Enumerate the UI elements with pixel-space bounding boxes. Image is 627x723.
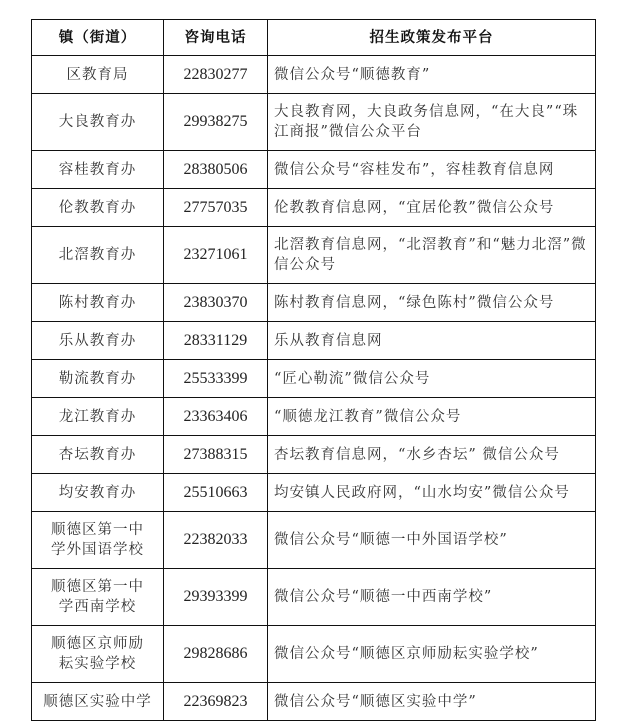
platform-cell: 均安镇人民政府网，“山水均安”微信公众号	[268, 474, 596, 512]
table-row	[32, 436, 596, 474]
phone-cell: 29393399	[164, 569, 268, 626]
phone-cell: 28380506	[164, 151, 268, 189]
phone-cell: 27757035	[164, 189, 268, 227]
platform-cell: 大良教育网，大良政务信息网，“在大良”“珠江商报”微信公众平台	[268, 94, 596, 151]
town-cell: 伦教教育办	[32, 189, 164, 227]
platform-cell: 微信公众号“顺德区实验中学”	[268, 683, 596, 721]
town-cell: 容桂教育办	[32, 151, 164, 189]
platform-cell: 微信公众号“顺德教育”	[268, 56, 596, 94]
platform-cell: 乐从教育信息网	[268, 322, 596, 360]
table-row	[32, 94, 596, 151]
platform-cell: 微信公众号“顺德一中外国语学校”	[268, 512, 596, 569]
town-cell: 北滘教育办	[32, 227, 164, 284]
table-row	[32, 322, 596, 360]
town-cell: 顺德区实验中学	[32, 683, 164, 721]
enrollment-contact-table	[31, 19, 596, 721]
platform-cell: 陈村教育信息网，“绿色陈村”微信公众号	[268, 284, 596, 322]
table-row	[32, 151, 596, 189]
platform-cell: 北滘教育信息网，“北滘教育”和“魅力北滘”微信公众号	[268, 227, 596, 284]
phone-cell: 22369823	[164, 683, 268, 721]
platform-cell: “顺德龙江教育”微信公众号	[268, 398, 596, 436]
table-row	[32, 683, 596, 721]
phone-cell: 23363406	[164, 398, 268, 436]
town-cell: 顺德区第一中 学西南学校	[32, 569, 164, 626]
town-cell: 龙江教育办	[32, 398, 164, 436]
town-cell: 勒流教育办	[32, 360, 164, 398]
town-cell: 区教育局	[32, 56, 164, 94]
table-header-row	[32, 20, 596, 56]
table-row	[32, 56, 596, 94]
table-row	[32, 189, 596, 227]
town-cell: 乐从教育办	[32, 322, 164, 360]
table-row	[32, 398, 596, 436]
header-platform: 招生政策发布平台	[268, 20, 596, 56]
phone-cell: 27388315	[164, 436, 268, 474]
platform-cell: 伦教教育信息网，“宜居伦教”微信公众号	[268, 189, 596, 227]
platform-cell: 微信公众号“顺德一中西南学校”	[268, 569, 596, 626]
phone-cell: 22382033	[164, 512, 268, 569]
platform-cell: 微信公众号“容桂发布”，容桂教育信息网	[268, 151, 596, 189]
phone-cell: 29938275	[164, 94, 268, 151]
phone-cell: 23271061	[164, 227, 268, 284]
table-row	[32, 284, 596, 322]
header-town: 镇（街道）	[32, 20, 164, 56]
platform-cell: 微信公众号“顺德区京师励耘实验学校”	[268, 626, 596, 683]
phone-cell: 25510663	[164, 474, 268, 512]
table-row	[32, 360, 596, 398]
phone-cell: 25533399	[164, 360, 268, 398]
table-row	[32, 474, 596, 512]
platform-cell: “匠心勒流”微信公众号	[268, 360, 596, 398]
town-cell: 顺德区京师励 耘实验学校	[32, 626, 164, 683]
town-cell: 陈村教育办	[32, 284, 164, 322]
town-cell: 均安教育办	[32, 474, 164, 512]
header-phone: 咨询电话	[164, 20, 268, 56]
table-row	[32, 512, 596, 569]
table-row	[32, 227, 596, 284]
town-cell: 顺德区第一中 学外国语学校	[32, 512, 164, 569]
platform-cell: 杏坛教育信息网，“水乡杏坛” 微信公众号	[268, 436, 596, 474]
phone-cell: 28331129	[164, 322, 268, 360]
table-row	[32, 626, 596, 683]
town-cell: 杏坛教育办	[32, 436, 164, 474]
table-row	[32, 569, 596, 626]
phone-cell: 22830277	[164, 56, 268, 94]
town-cell: 大良教育办	[32, 94, 164, 151]
phone-cell: 23830370	[164, 284, 268, 322]
phone-cell: 29828686	[164, 626, 268, 683]
